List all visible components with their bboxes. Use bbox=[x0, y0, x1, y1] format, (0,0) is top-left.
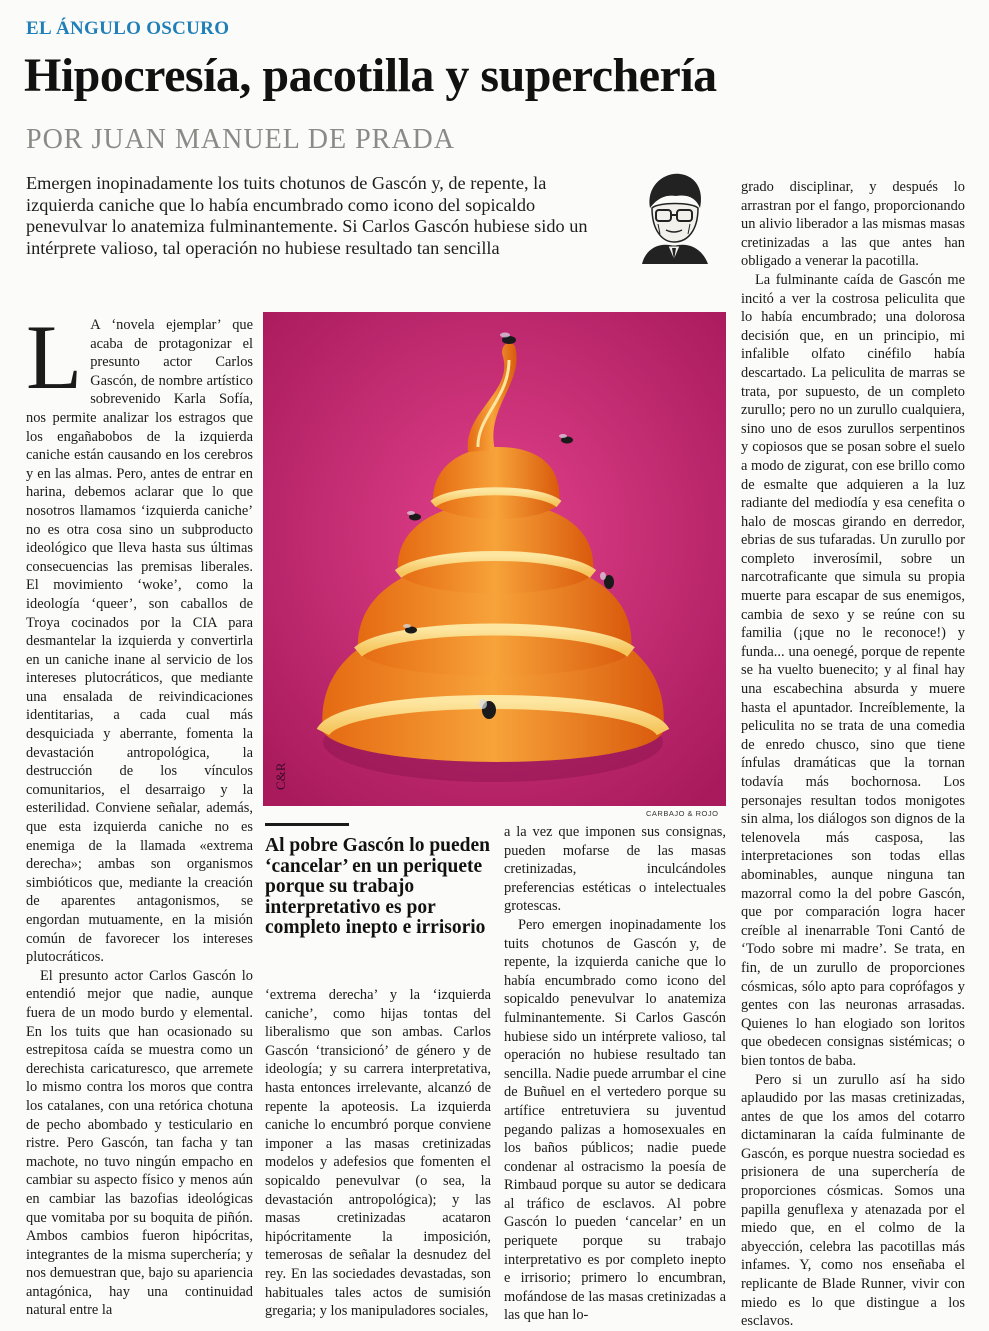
body-column-4 bbox=[741, 178, 965, 1331]
author-portrait bbox=[636, 168, 712, 264]
byline: POR JUAN MANUEL DE PRADA bbox=[26, 124, 455, 155]
body-column-1 bbox=[26, 306, 253, 1320]
illustration-credit: CARBAJO & ROJO bbox=[646, 809, 719, 818]
body-column-3 bbox=[504, 823, 726, 1325]
paragraph: grado disciplinar, y después lo arrastran por el fango, proporcionando un alivio liberador a las mismas masas cretinizadas a las que antes han obligado a venerar la pacotilla. bbox=[741, 179, 965, 270]
paragraph: La fulminante caída de Gascón me incitó a ver la costrosa peliculita que lo había encumbrado; una dolorosa decisión que, en un principio, mi infalible olfato cinéfilo había descartado. La peliculita de marras se trata, por supuesto, de un completo zurullo; pero no un zurullo cualquiera, sino uno de esos zurullos serpentinos y copiosos que se posan sobre el suelo a modo de zigurat, con ese brillo como de esmalte que adquieren a la luz radiante del mediodía y esa cenefita o halo de moscas girando en derredor, ebrias de sus tufaradas. Un zurullo por completo inverosímil, sobre un narcotraficante que simula su propia muerte para escapar de sus enemigos, cambia de sexo y se reúne con su familia (¡que no le reconoce!) y funda... una oenegé, porque de repente se ha vuelto buenecito; y al final hay una escabechina absurda y muere hasta el apuntador. Increíblemente, la peliculita no se trata de una comedia de enredo chusco, sino que tiene ínfulas dramáticas que la tornan todavía más bochornosa. Los personajes resultan todos monigotes sin alma, los diálogos son dignos de la telenovela más casposa, las interpretaciones son todas ellas abominables, aunque ninguna tan mazorral como la del pobre Gascón, que por comparación logra hacer creíble al inenarrable Toni Cantó de ‘Todo sobre mi madre’. Se trata, en fin, de un zurullo de proporciones cósmicas, sólo apto para coprófagos y gentes con las neuronas arrasadas. Quienes lo han elogiado son loritos que obedecen consignas sistémicas; o bien tontos de baba. bbox=[741, 271, 965, 1069]
paragraph-text: A ‘novela ejemplar’ que acaba de protagonizar el presunto actor Carlos Gascón, de nombre artístico sobrevenido Karla Sofía, nos permite analizar los estragos que los engañabobos de la izquierda caniche están causando en los cerebros y en las almas. Pero, antes de entrar en harina, debemos aclarar que lo que nosotros llamamos ‘izquierda caniche’ no es otra cosa sino un subproducto ideológico que lleva hasta sus últimas consecuencias las premisas liberales. El movimiento ‘woke’, como la ideología ‘queer’, son caballos de Troya cocinados por la CIA para desmantelar la izquierda y convertirla en un caniche inane al servicio de los intereses plutocráticos, que mediante una ensalada de reivindicaciones identitarias, a cada cual más desquiciada y aberrante, fomenta la devastación antropológica, la destrucción de los vínculos comunitarios, el desarraigo y la esterilidad. Conviene señalar, además, que esta izquierda caniche no es enemiga de la llamada «extrema derecha»; ambas son organismos simbióticos que, mediante la creación de aparentes antagonismos, se engordan mutuamente, en la misión común de favorecer los intereses plutocráticos. bbox=[26, 317, 253, 966]
body-column-2 bbox=[265, 986, 491, 1321]
paragraph bbox=[26, 306, 253, 967]
paragraph: ‘extrema derecha’ y la ‘izquierda caniche’, como hijas tontas del liberalismo que son ambas. Carlos Gascón ‘transicionó’ de género y de ideología; y su carrera interpretativa, hasta entonces irrelevante, alcanzó de repente la apoteosis. La izquierda caniche lo encumbró porque conviene imponer a las masas cretinizadas modelos y adefesios que fomenten el sopicaldo penevulvar (o sea, la devastación antropológica); y las masas cretinizadas acataron hipócritamente la imposición, temerosas de señalar la desnudez del rey. En las sociedades devastadas, son habituales tales actos de sumisión gregaria; y los manipuladores sociales, bbox=[265, 987, 491, 1320]
illustration-signature: C&R bbox=[273, 762, 288, 790]
lead-paragraph: Emergen inopinadamente los tuits chotunos de Gascón y, de repente, la izquierda caniche que lo había encumbrado como icono del sopicaldo penevulvar lo anatemiza fulminantemente. Si Carlos Gascón hubiese sido un intérprete valioso, tal operación no hubiese resultado tan sencilla bbox=[26, 173, 588, 258]
paragraph: Pero si un zurullo así ha sido aplaudido por las masas cretinizadas, antes de que los amos del cotarro dictaminaran la caída fulminante de Gascón, es porque nuestra sociedad es prisionera de una superchería de proporciones cósmicas. Somos una papilla genuflexa y atenazada por el miedo que, en el colmo de la abyección, celebra las pacotillas más infames. Y, como nos enseñaba el replicante de Blade Runner, vivir con miedo es lo que distingue a los esclavos. bbox=[741, 1071, 965, 1330]
pull-quote-rule bbox=[265, 823, 349, 826]
paragraph: a la vez que imponen sus consignas, pueden mofarse de las masas cretinizadas, inculcándoles preferencias estéticas o intelectuales grotescas. bbox=[504, 824, 726, 915]
pull-quote: Al pobre Gascón lo pueden ‘cancelar’ en un periquete porque su trabajo interpretativo es por completo inepto e irrisorio bbox=[265, 835, 491, 938]
section-label: EL ÁNGULO OSCURO bbox=[26, 18, 230, 39]
paragraph: El presunto actor Carlos Gascón lo entendió mejor que nadie, aunque fuera de un modo burdo y elemental. En los tuits que han ocasionado su estrepitosa caída se muestra como un derechista caricaturesco, que arremete lo mismo contra los moros que contra los catalanes, con una retórica chotuna de pecho abombado y testiculario en ristre. Pero Gascón, tan facha y tan machote, no tuvo ningún empacho en cambiar su aspecto físico y menos aún en cambiar las bazofias ideológicas que vomitaba por su boquita de piñón. Ambos cambios fueron hipócritas, integrantes de la misma superchería; y nos demuestran que, bajo su apariencia antagónica, hay una continuidad natural entre la bbox=[26, 967, 253, 1319]
headline: Hipocresía, pacotilla y superchería bbox=[24, 49, 717, 102]
paragraph: Pero emergen inopinadamente los tuits chotunos de Gascón y, de repente, la izquierda caniche que lo había encumbrado como icono del sopicaldo penevulvar lo anatemiza fulminantemente. Si Carlos Gascón hubiese sido un intérprete valioso, tal operación no hubiese resultado tan sencilla. Nadie puede arrumbar el cine de Buñuel en el vertedero porque su artífice entretuviera su juventud pegando palizas a homosexuales en los baños públicos; nadie puede condenar al ostracismo la poesía de Rimbaud porque su autor se dedicara al tráfico de esclavos. Al pobre Gascón lo pueden ‘cancelar’ en un periquete porque su trabajo interpretativo es por completo inepto e irrisorio; primero lo encumbran, mofándose de las masas cretinizadas a las que han lo- bbox=[504, 916, 726, 1324]
illustration-orange-peel-spiral bbox=[263, 312, 726, 806]
drop-cap: L bbox=[26, 306, 83, 408]
